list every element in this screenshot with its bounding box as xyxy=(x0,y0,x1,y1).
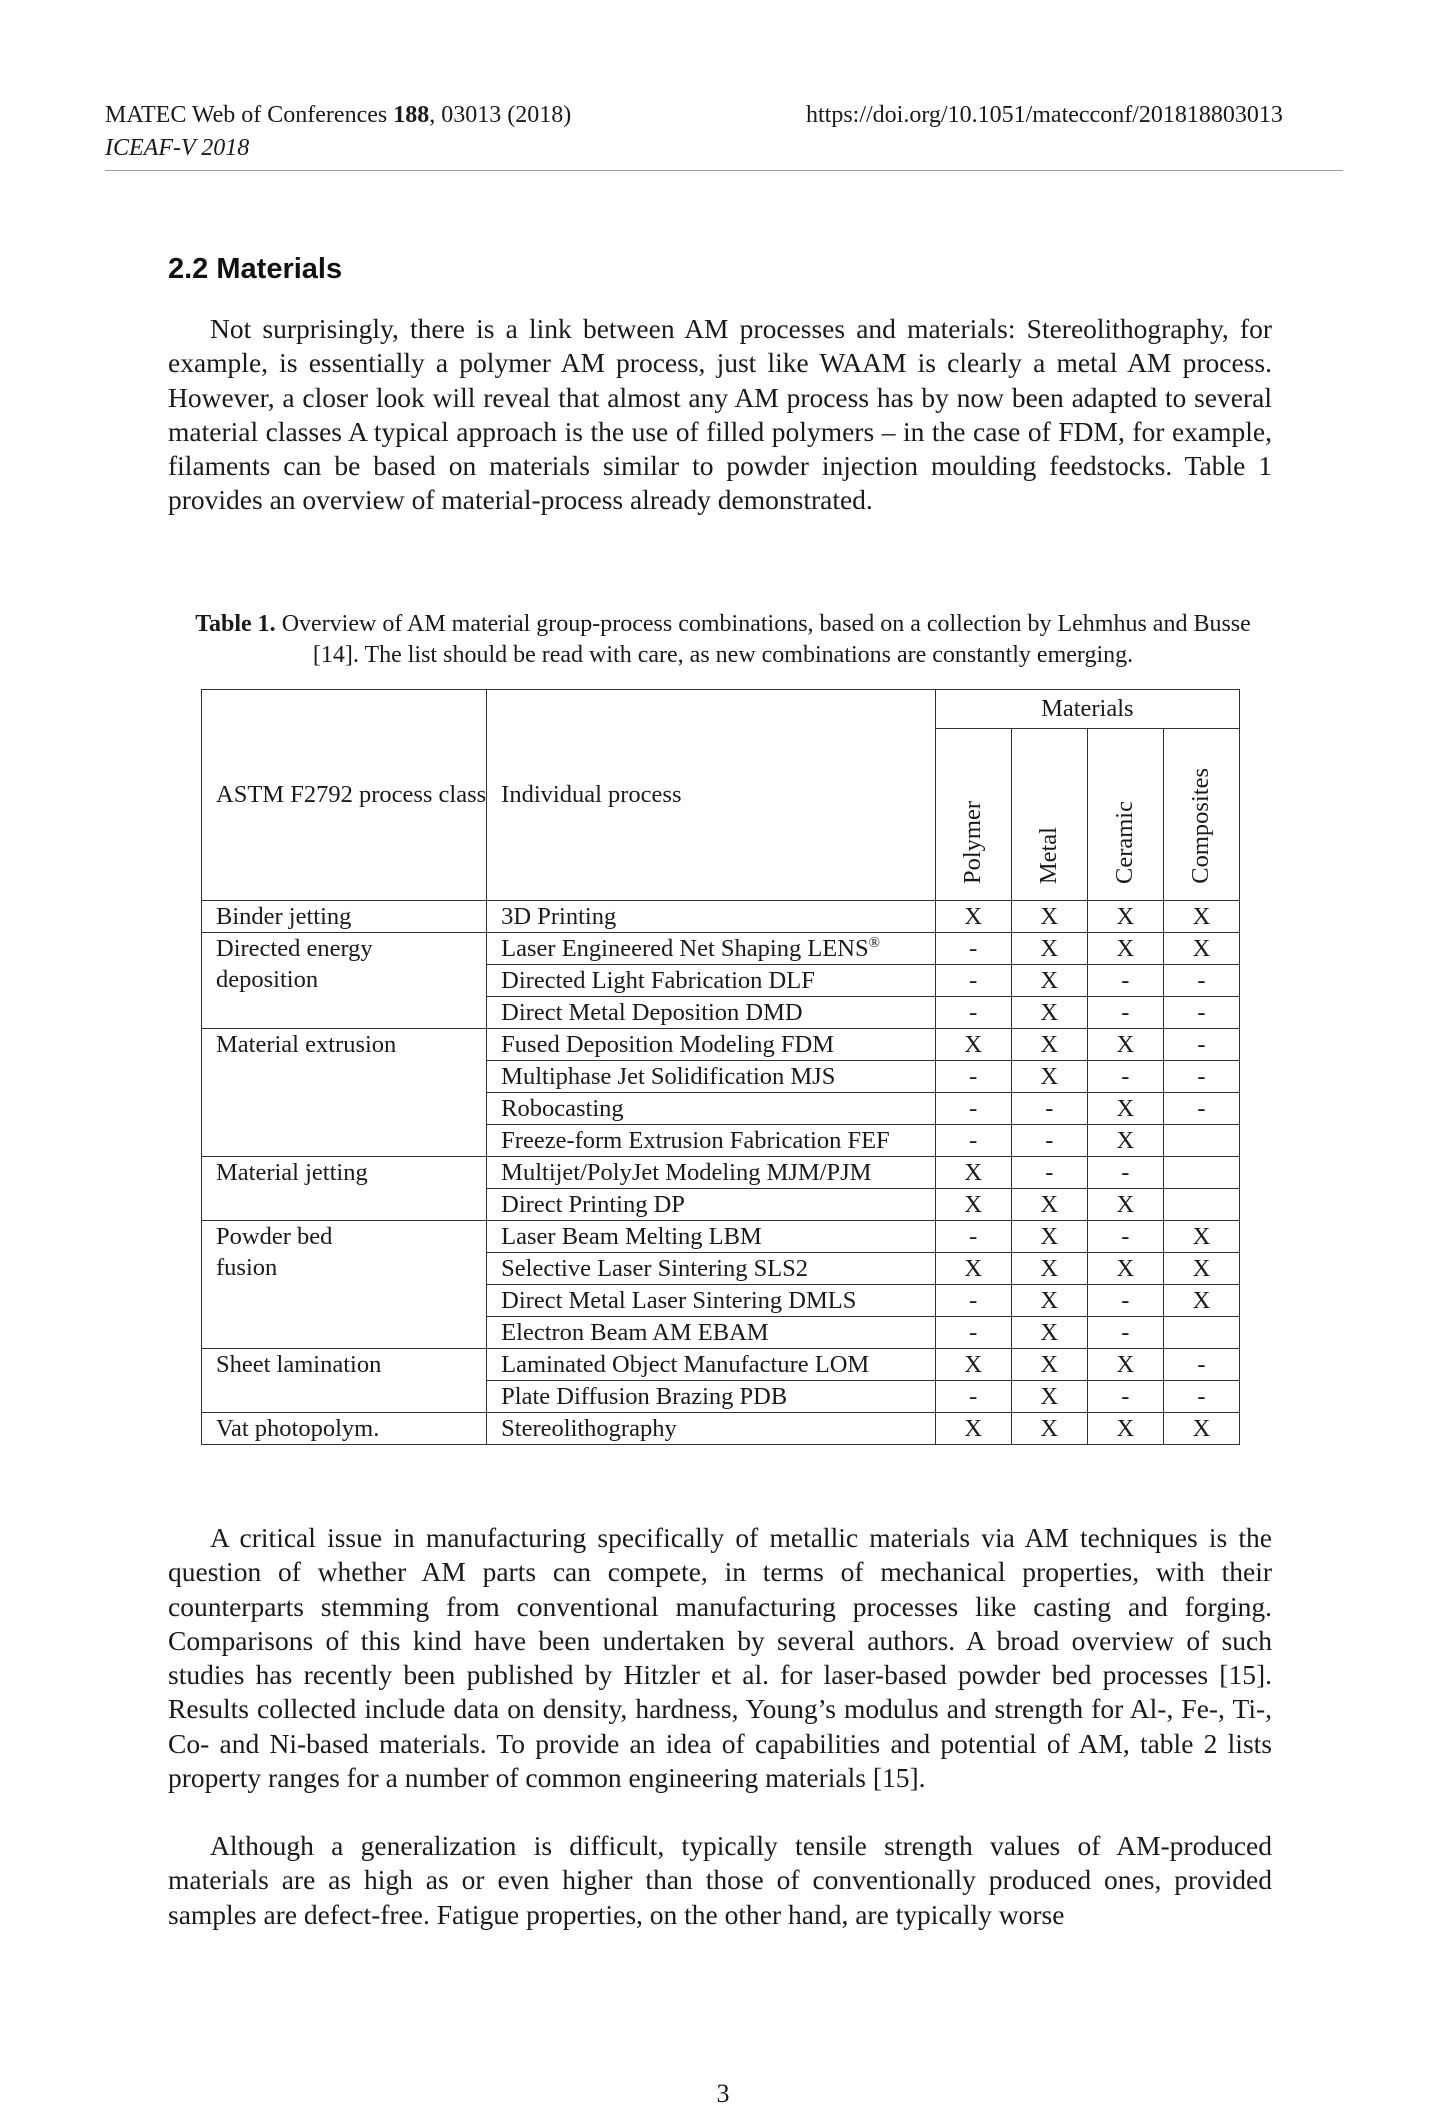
cell-metal: X xyxy=(1011,1381,1087,1413)
cell-composites: X xyxy=(1163,1285,1239,1317)
doi-link[interactable]: https://doi.org/10.1051/matecconf/201818803013 xyxy=(806,102,1283,128)
cell-ceramic: X xyxy=(1087,1349,1163,1381)
cell-individual-process: Fused Deposition Modeling FDM xyxy=(487,1029,935,1061)
table-row xyxy=(202,1125,1240,1157)
cell-ceramic: - xyxy=(1087,1061,1163,1093)
cell-process-class xyxy=(202,997,487,1029)
cell-composites xyxy=(1163,1125,1239,1157)
cell-polymer: - xyxy=(935,1317,1011,1349)
cell-individual-process: Plate Diffusion Brazing PDB xyxy=(487,1381,935,1413)
table-row xyxy=(202,1317,1240,1349)
cell-composites: X xyxy=(1163,933,1239,965)
cell-composites: - xyxy=(1163,1093,1239,1125)
cell-metal: X xyxy=(1011,1189,1087,1221)
table-row xyxy=(202,1061,1240,1093)
cell-individual-process: Laser Beam Melting LBM xyxy=(487,1221,935,1253)
cell-process-class: Material extrusion xyxy=(202,1029,487,1061)
cell-polymer: - xyxy=(935,997,1011,1029)
cell-polymer: X xyxy=(935,1029,1011,1061)
table-row xyxy=(202,1157,1240,1189)
cell-ceramic: - xyxy=(1087,997,1163,1029)
table-row xyxy=(202,1413,1240,1445)
body-paragraph-2: A critical issue in manufacturing specifically of metallic materials via AM techniques is the question of whether AM parts can compete, in terms of mechanical properties, with their counterparts stemming from conventional manufacturing processes like casting and forging. Comparisons of this kind have been undertaken by several authors. A broad overview of such studies has recently been published by Hitzler et al. for laser-based powder bed processes [15]. Results collected include data on density, hardness, Young’s modulus and strength for Al-, Fe-, Ti-, Co- and Ni-based materials. To provide an idea of capabilities and potential of AM, table 2 lists property ranges for a number of common engineering materials [15]. xyxy=(168,1522,1272,1794)
cell-process-class: Powder bed fusion xyxy=(202,1221,487,1253)
cell-process-class xyxy=(202,1381,487,1413)
cell-polymer: X xyxy=(935,1349,1011,1381)
journal-volume: 188 xyxy=(393,102,430,128)
cell-polymer: - xyxy=(935,1381,1011,1413)
cell-metal: X xyxy=(1011,1253,1087,1285)
table-row xyxy=(202,1285,1240,1317)
cell-composites: X xyxy=(1163,1253,1239,1285)
table-row xyxy=(202,1189,1240,1221)
cell-ceramic: X xyxy=(1087,901,1163,933)
header-process-class: ASTM F2792 process class xyxy=(202,690,487,901)
cell-individual-process: Robocasting xyxy=(487,1093,935,1125)
cell-ceramic: - xyxy=(1087,1285,1163,1317)
cell-metal: X xyxy=(1011,965,1087,997)
header-divider xyxy=(105,170,1343,171)
cell-metal: X xyxy=(1011,1221,1087,1253)
cell-ceramic: - xyxy=(1087,1157,1163,1189)
cell-ceramic: - xyxy=(1087,1381,1163,1413)
cell-polymer: X xyxy=(935,901,1011,933)
cell-process-class xyxy=(202,1093,487,1125)
cell-individual-process: Stereolithography xyxy=(487,1413,935,1445)
cell-ceramic: X xyxy=(1087,1253,1163,1285)
cell-metal: X xyxy=(1011,997,1087,1029)
cell-metal: X xyxy=(1011,901,1087,933)
cell-ceramic: X xyxy=(1087,1125,1163,1157)
cell-composites: - xyxy=(1163,997,1239,1029)
cell-metal: X xyxy=(1011,1349,1087,1381)
cell-metal: X xyxy=(1011,1413,1087,1445)
cell-individual-process: Laminated Object Manufacture LOM xyxy=(487,1349,935,1381)
cell-individual-process: Direct Metal Laser Sintering DMLS xyxy=(487,1285,935,1317)
header-material-polymer: Polymer xyxy=(935,729,1011,901)
cell-polymer: - xyxy=(935,1093,1011,1125)
cell-metal: - xyxy=(1011,1093,1087,1125)
table-row xyxy=(202,1349,1240,1381)
table-row xyxy=(202,1221,1240,1253)
cell-metal: - xyxy=(1011,1157,1087,1189)
cell-polymer: - xyxy=(935,1285,1011,1317)
header-individual-process: Individual process xyxy=(487,690,935,901)
cell-polymer: - xyxy=(935,1221,1011,1253)
cell-process-class xyxy=(202,1061,487,1093)
cell-composites xyxy=(1163,1157,1239,1189)
cell-process-class: Material jetting xyxy=(202,1157,487,1189)
cell-process-class: Binder jetting xyxy=(202,901,487,933)
cell-ceramic: X xyxy=(1087,1413,1163,1445)
journal-name: MATEC Web of Conferences xyxy=(105,102,394,128)
cell-individual-process: Multiphase Jet Solidification MJS xyxy=(487,1061,935,1093)
table-caption-text: Overview of AM material group-process combinations, based on a collection by Lehmhus and Busse [14]. The list should be read with care, as new combinations are constantly emerging. xyxy=(275,611,1251,668)
running-header-citation xyxy=(105,100,571,130)
cell-process-class xyxy=(202,1189,487,1221)
cell-composites: X xyxy=(1163,901,1239,933)
table-row xyxy=(202,1093,1240,1125)
page-number: 3 xyxy=(716,2079,730,2108)
cell-composites: - xyxy=(1163,1061,1239,1093)
table-row xyxy=(202,901,1240,933)
cell-composites xyxy=(1163,1189,1239,1221)
cell-individual-process: Laser Engineered Net Shaping LENS® xyxy=(487,933,935,965)
table-row xyxy=(202,1253,1240,1285)
cell-individual-process: Directed Light Fabrication DLF xyxy=(487,965,935,997)
cell-polymer: X xyxy=(935,1157,1011,1189)
cell-individual-process: 3D Printing xyxy=(487,901,935,933)
cell-ceramic: X xyxy=(1087,1093,1163,1125)
header-material-composites: Composites xyxy=(1163,729,1239,901)
cell-metal: X xyxy=(1011,1285,1087,1317)
cell-process-class: Sheet lamination xyxy=(202,1349,487,1381)
body-paragraph-1: Not surprisingly, there is a link between AM processes and materials: Stereolithography, for example, is essentially a polymer AM process, just like WAAM is clearly a metal AM process. However, a closer look will reveal that almost any AM process has by now been adapted to several material classes A typical approach is the use of filled polymers – in the case of FDM, for example, filaments can be based on materials similar to powder injection moulding feedstocks. Table 1 provides an overview of material-process already demonstrated. xyxy=(168,313,1272,516)
materials-process-table xyxy=(201,689,1240,1445)
header-materials: Materials xyxy=(935,690,1239,729)
cell-polymer: X xyxy=(935,1413,1011,1445)
cell-process-class xyxy=(202,1285,487,1317)
cell-composites: - xyxy=(1163,1029,1239,1061)
body-paragraph-3: Although a generalization is difficult, typically tensile strength values of AM-produced materials are as high as or even higher than those of conventionally produced ones, provided samples are defect-free. Fatigue properties, on the other hand, are typically worse xyxy=(168,1830,1272,1930)
cell-process-class xyxy=(202,1317,487,1349)
cell-composites: - xyxy=(1163,965,1239,997)
cell-ceramic: - xyxy=(1087,965,1163,997)
cell-individual-process: Direct Metal Deposition DMD xyxy=(487,997,935,1029)
cell-process-class: Directed energy deposition xyxy=(202,933,487,965)
cell-process-class xyxy=(202,1125,487,1157)
cell-process-class: Vat photopolym. xyxy=(202,1413,487,1445)
cell-composites: X xyxy=(1163,1413,1239,1445)
table-row xyxy=(202,1381,1240,1413)
cell-individual-process: Freeze-form Extrusion Fabrication FEF xyxy=(487,1125,935,1157)
cell-composites: - xyxy=(1163,1381,1239,1413)
cell-metal: X xyxy=(1011,1317,1087,1349)
cell-composites xyxy=(1163,1317,1239,1349)
table-row xyxy=(202,1029,1240,1061)
running-header-conference: ICEAF-V 2018 xyxy=(105,135,250,161)
table-row xyxy=(202,965,1240,997)
cell-composites: X xyxy=(1163,1221,1239,1253)
cell-metal: - xyxy=(1011,1125,1087,1157)
journal-issue: , 03013 (2018) xyxy=(429,102,572,128)
cell-metal: X xyxy=(1011,933,1087,965)
cell-polymer: - xyxy=(935,1061,1011,1093)
section-heading: 2.2 Materials xyxy=(168,253,343,285)
cell-individual-process: Electron Beam AM EBAM xyxy=(487,1317,935,1349)
cell-individual-process: Multijet/PolyJet Modeling MJM/PJM xyxy=(487,1157,935,1189)
cell-metal: X xyxy=(1011,1061,1087,1093)
cell-ceramic: - xyxy=(1087,1221,1163,1253)
header-material-ceramic: Ceramic xyxy=(1087,729,1163,901)
cell-ceramic: X xyxy=(1087,933,1163,965)
table-caption xyxy=(180,609,1266,671)
cell-ceramic: X xyxy=(1087,1189,1163,1221)
cell-polymer: - xyxy=(935,965,1011,997)
table-row xyxy=(202,997,1240,1029)
table-caption-label: Table 1. xyxy=(195,611,276,637)
cell-metal: X xyxy=(1011,1029,1087,1061)
cell-polymer: X xyxy=(935,1253,1011,1285)
registered-trademark-mark: ® xyxy=(868,934,880,951)
cell-polymer: X xyxy=(935,1189,1011,1221)
cell-polymer: - xyxy=(935,933,1011,965)
cell-individual-process: Selective Laser Sintering SLS2 xyxy=(487,1253,935,1285)
cell-ceramic: X xyxy=(1087,1029,1163,1061)
table-row xyxy=(202,933,1240,965)
cell-polymer: - xyxy=(935,1125,1011,1157)
header-material-metal: Metal xyxy=(1011,729,1087,901)
cell-composites: - xyxy=(1163,1349,1239,1381)
cell-individual-process: Direct Printing DP xyxy=(487,1189,935,1221)
cell-ceramic: - xyxy=(1087,1317,1163,1349)
